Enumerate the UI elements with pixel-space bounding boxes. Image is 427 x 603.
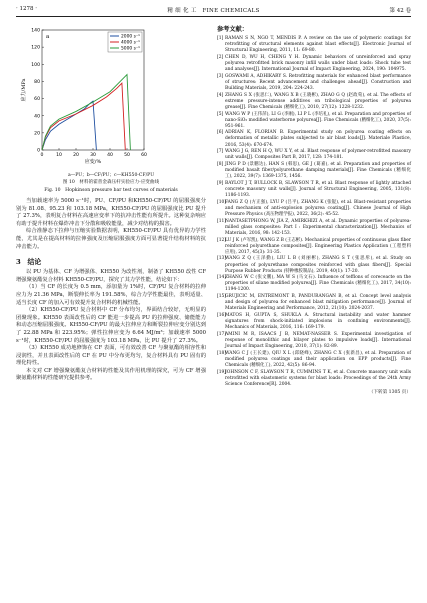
reference-number: [5] [217,111,224,117]
journal-name: 精 细 化 工 FINE CHEMICALS [167,8,260,14]
reference-text: LU J K (卢军凯), WANG Z B (王志彬). Mechanical properties of continuous glass fiber reinforced polyurethane composites[J]. Engineering Plastics Application (工程塑料应用), 2017, 45(3): 31-35. [225,237,411,255]
right-column [217,22,411,395]
page-number: · 1278 · [16,6,37,12]
figure-caption-cn: 图 10 材料的霍普金森压杆实验应力-应变曲线 [62,180,160,185]
reference-item [217,74,411,92]
y-tick-label: 0 [37,148,40,154]
reference-text: GRUJICIC M, ENTREMONT B, PANDURANGAN B, et al. Concept level analysis and design of polyurea for enhanced blast mitigation performance[J]. Journal of Materials Engineering and Performance, 2012, 21(10): 2024-2037. [225,294,411,312]
reference-text: RAMAN S N, NGO T, MENDIS P. A review on the use of polymeric coatings for retrofitting of structural elements against blast effects[J]. Electronic Journal of Structural Engineering, 2011, 11: 69-80. [225,36,411,54]
reference-number: [11] [217,218,227,224]
conclusion-paragraph: 本文对 CF 增强聚氨酯复合材料的性能及其作用机理的探究，可为 CF 增强聚氨酯材料的性能研究提供参考。 [16,367,206,382]
reference-text: AMINI M R, ISAACS J B, NEMAT-NASSER S. Experimental investigation of response of monolithic and bilayer plates to impulsive loads[J]. International Journal of Impact Engineering, 2010, 37(1): 82-89. [225,331,411,350]
y-tick-label: 40 [34,114,40,120]
reference-number: [8] [217,162,224,168]
x-tick-label: 20 [73,153,79,158]
references-list [217,36,411,388]
reference-item [217,238,411,256]
reference-item [217,256,411,274]
x-axis-label: 应变/% [84,159,102,165]
stress-strain-chart [16,22,206,172]
x-tick-label: 40 [107,153,113,158]
header-rule [16,16,411,17]
reference-text: JOHNSON C F, SLAWSON T R, CUMMINS T K, et al. Concrete masonry unit walls retrofitted with elastomeric systems for blast loads: Proceedings of the 24th Army Science Conference[R]. 2004. [225,369,411,387]
figure-legend-caption: a—PU；b—CF/PU；c—KH550-CF/PU [67,173,155,178]
reference-text: GOSWAMI A, ADHIKARY S. Retrofitting materials for enhanced blast performance of structures: Recent advancement and challenges ahead[J]. Construction and Building Materials, 2019, 204: 224-243. [225,73,411,91]
reference-number: [16] [217,313,227,319]
body-paragraph: 当加载速率为 5000 s⁻¹时，PU、CF/PU 和KH550-CF/PU 的屈服强度分别为 81.08、95.23 和 103.18 MPa，KH550-CF/PU 的屈服强度比 PU 提升了 27.3%，表明复合材料在高速应变率下的抗冲击性能有所提升。这种复杂响应有助于提升材料在爆炸冲击下分散和吸收能量，减少对结构的损害。 [16,198,206,227]
reference-item [217,294,411,312]
x-tick-label: 0 [40,153,44,158]
panel-label: a [46,34,50,40]
reference-number: [7] [217,149,224,155]
x-tick-label: 10 [56,153,62,158]
x-tick-label: 30 [90,153,96,158]
page-header [16,6,411,16]
reference-number: [4] [217,92,224,98]
reference-number: [10] [217,199,227,205]
conclusion-paragraph: （2）KH550-CF/PU 复合材料中 CF 分布均匀，界面结合较好，无明显的团聚现象。KH550 表面改性后的 CF 能进一步提高 PU 的拉伸强度、储能能力和动态压缩屈服强度。KH550-CF/PU 的最大拉伸应力和断裂拉伸应变分别达到了 22.88 MPa 和 223.95%；弹性拉伸应变为 6.64 MJ/m³；加载速率 5000 s⁻¹时，KH550-CF/PU 的屈服强度为 103.18 MPa，比 PU 提升了 27.3%。 [16,307,206,344]
legend-entry: 4000 s⁻¹ [121,40,140,46]
reference-number: [12] [217,237,227,243]
reference-text: FANG Z Q (方正强), LYU P (吕平), ZHANG K (张锟), et al. Blast-resistant properties and mechanism of anti-explosion polyurea coating[J]. Chinese Journal of High Pressure Physics (高压物理学报), 2022, 36(2): 45-52. [225,199,411,217]
reference-item [217,36,411,54]
reference-number: [15] [217,294,227,300]
reference-number: [14] [217,275,227,281]
left-column [16,22,206,383]
reference-item [217,219,411,237]
y-axis-label: 应力/MPa [21,78,27,102]
reference-number: [19] [217,369,227,375]
reference-text: ADRIAN K, FLORIAN B. Experimental study on polyurea coating effects on deformation of metallic plates subjected to air blast loads[J]. Materiale Plastice, 2016, 53(4): 670-674. [225,130,411,148]
y-tick-label: 20 [34,131,40,137]
series-line-1 [42,101,96,150]
x-tick-label: 50 [124,153,130,158]
reference-number: [1] [217,36,224,41]
series-line-2 [42,83,125,150]
reference-text: WANG J G, REN H Q, WU X Y, et al. Blast response of polymer-retrofitted masonry unit walls[J]. Composites Part B, 2017, 128: 174-181. [225,149,411,161]
reference-item [217,370,411,388]
reference-number: [13] [217,256,227,262]
reference-item [217,93,411,111]
y-tick-label: 60 [34,97,40,103]
references-title: 参考文献： [217,26,248,33]
y-tick-label: 100 [31,62,40,68]
x-tick-label: 60 [141,153,147,158]
reference-text: JING P D (景鹏达), HAN S (韩思), GE J (葛嘉), et al. Preparation and properties of modified basalt fiber/polyurethane damping materials[J]. Fine Chemicals (精细化工), 2022, 39(7): 1369-1375, 1456. [225,162,411,180]
figure-caption-en: Fig. 10 Hopkinson pressure bar test curves of materials [44,188,178,193]
body-paragraph: 综合准静态下拉伸与压缩实验数据表明，KH550-CF/PU 具有优异的力学性能，尤其是在提高材料的拉伸强度及压缩屈服强度方面可显著提升结构材料的抗冲击能力。 [16,228,206,250]
reference-text: WANG W P (王伟萍), LI G (李刚), LI P L (李培礼), et al. Preparation and properties of nano-SiO₂ modified waterborne polyurea[J]. Fine Chemicals (精细化工), 2020, 37(5): 951-961. [225,111,411,129]
reference-item [217,275,411,293]
reference-number: [9] [217,180,224,186]
reference-item [217,55,411,73]
reference-number: [2] [217,54,224,60]
reference-number: [3] [217,73,224,79]
volume-number: 第 42 卷 [389,8,411,14]
section-title: 3 结论 [16,258,42,267]
reference-text: BAYLOT J T, BULLOCK B, SLAWSON T R, et al. Blast response of lightly attached concrete masonry unit walls[J]. Journal of Structural Engineering, 2005, 131(8): 1186-1193. [225,180,411,199]
chart-svg [16,22,206,172]
reference-text: CHEN D, WU H, CHENG Y H. Dynamic behaviors of unreinforced and spray polyurea retrofitted brick masonry infill walls under blast loads: Shock tube test and analyses[J]. International Journal of Impact Engineering, 2024, 190: 104975. [225,54,411,73]
reference-text: ZHANG S X (张思仁), WANG X B (王晓彬), ZHAO G Q (赵政荀), et al. The effects of extreme pressure-intense additives on tribological properties of polyurea grease[J]. Fine Chemicals (精细化工), 2010, 27(12): 1228-1232. [225,92,411,110]
conclusion-paragraph: （1）当 CF 的长度为 0.5 mm，添加量为 1%时，CF/PU 复合材料的拉伸应力为 21.36 MPa，断裂伸长率为 191.58%，综合力学性能最佳，表明适量、适当长度 CF 的加入可有效提升复合材料的机械性能。 [16,284,206,306]
continue-note: （下转第 1305 页） [368,389,411,395]
reference-text: ZHANG W C (张文鹏), MA W S (马文石). Influence of tefflons of coreceacte on the properties of silane modified polyurea[J]. Fine Chemicals (精细化工), 2017, 34(10): 1194-1200. [225,275,411,293]
reference-text: NANTASETPHONG W, JIA Z, AMIRKHIZI A, et al. Dynamic properties of polyurea-milled glass composites: Part I : Experimental characterization[J]. Mechanics of Materials, 2016, 98: 142-153. [225,218,411,236]
conclusion-paragraph: 以 PU 为基体、CF 为增强体、KH550 为改性剂，制备了 KH550 改性 CF 增强聚氨酯复合材料 KH550-CF/PU，探究了其力学性能，结论如下： [16,269,206,283]
legend-entry: 5000 s⁻¹ [121,46,140,52]
reference-item [217,181,411,199]
y-tick-label: 80 [34,80,40,86]
y-tick-label: 140 [31,28,40,34]
reference-text: WANG C J (王长建), QIU X L (邱晓峰), ZHANG C X (张新昌), et al. Preparation of modified polyurea coatings and their application on EPP products[J]. Fine Chemicals (精细化工), 2022, 42(5): 86-94. [225,350,411,368]
y-tick-label: 120 [31,45,40,51]
conclusion-paragraph: （3）KH550 成功地修饰在 CF 表面，可有效改善 CF 与聚氨酯的相容性和浸润性，并且表面改性后的 CF 在 PU 中分布更均匀，复合材料具有 PU 固有的理化特性。 [16,345,206,367]
reference-item [217,351,411,369]
reference-item [217,200,411,218]
reference-text: WANG Z Q (王泽勤), LIU L B (刘丽彬), ZHANG S T (张思彤), et al. Study on properties of polyurethane composites reinforced with glass fibers[J]. Special Purpose Rubber Products (特种橡胶制品), 2019, 40(1): 17-20. [225,256,411,274]
reference-item [217,112,411,130]
reference-item [217,162,411,180]
reference-item [217,130,411,148]
series-line-3 [42,75,130,150]
reference-text: MATOS H, GUPTA S, SHUKLA A. Structural instability and water hammer signatures from shock-initiated implosions in confining environments[J]. Mechanics of Materials, 2016, 116: 169-179. [225,313,411,331]
reference-item [217,149,411,161]
reference-number: [6] [217,130,224,136]
reference-number: [18] [217,350,227,356]
legend-entry: 2000 s⁻¹ [121,34,140,40]
reference-number: [17] [217,331,227,337]
reference-item [217,332,411,350]
reference-item [217,313,411,331]
